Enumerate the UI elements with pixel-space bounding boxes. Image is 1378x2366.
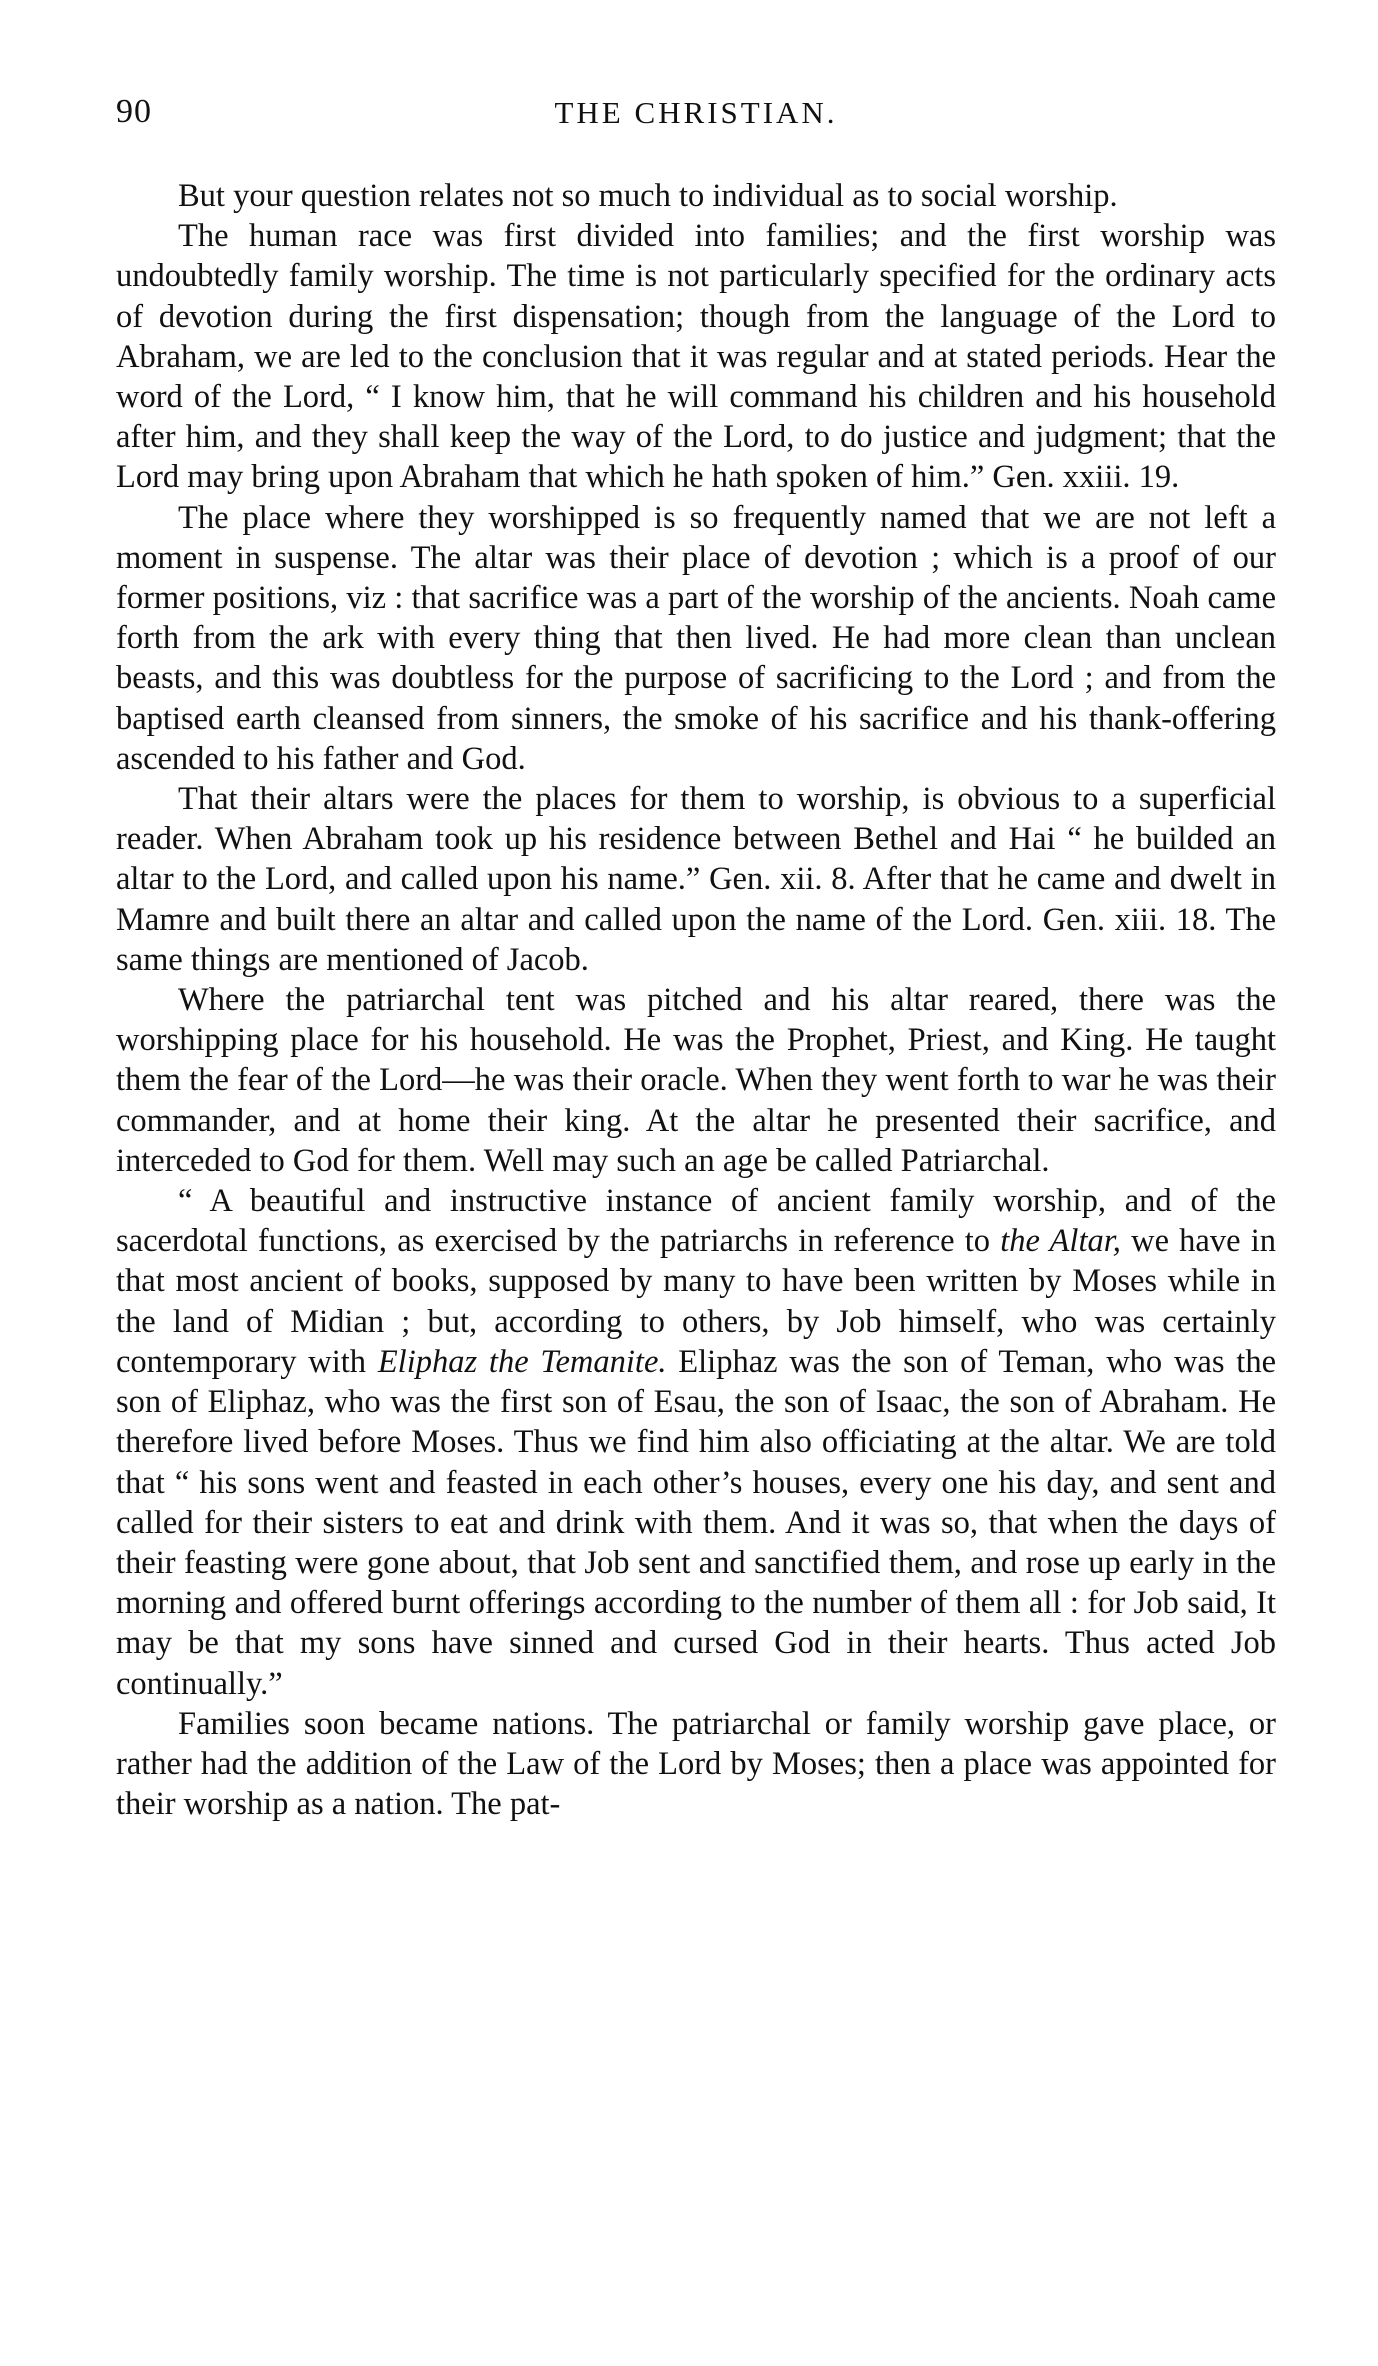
paragraph-text: Eliphaz was the son of Teman, who was the son of Eliphaz, who was the first son of Esau, the son of Isaac, the son of Abraham. He therefore lived before Moses. Thus we find him also officiating at the altar. We are told that “ his sons went and feasted in each other’s houses, every one his day, and sent and called for their sisters to eat and drink with them. And it was so, that when the days of their feasting were gone about, that Job sent and sanctified them, and rose up early in the morning and offered burnt offerings according to the number of them all : for Job said, It may be that my sons have sinned and cursed God in their hearts. Thus acted Job continually.”	[116, 1343, 1276, 1702]
paragraph	[116, 498, 1276, 779]
paragraph	[116, 980, 1276, 1181]
paragraph-text: The human race was first divided into families; and the first worship was undoubtedly family worship. The time is not particularly specified for the ordinary acts of devotion during the first dispensation; though from the language of the Lord to Abraham, we are led to the conclusion that it was regular and at stated periods. Hear the word of the Lord, “ I know him, that he will command his children and his household after him, and they shall keep the way of the Lord, to do justice and judgment; that the Lord may bring upon Abraham that which he hath spoken of him.” Gen. xxiii. 19.	[116, 218, 1276, 496]
italic-text: the Altar,	[1000, 1223, 1121, 1260]
page-header	[116, 93, 1276, 143]
italic-text: Eliphaz the Temanite.	[377, 1343, 667, 1380]
paragraph-text: That their altars were the places for them to worship, is obvious to a superficial reader. When Abraham took up his residence between Bethel and Hai “ he builded an altar to the Lord, and called upon his name.” Gen. xii. 8. After that he came and dwelt in Mamre and built there an altar and called upon the name of the Lord. Gen. xiii. 18. The same things are mentioned of Jacob.	[116, 781, 1276, 978]
paragraph-text: Families soon became nations. The patriarchal or family worship gave place, or rather had the addition of the Law of the Lord by Moses; then a place was appointed for their worship as a nation. The pat-	[116, 1705, 1276, 1823]
paragraph	[116, 176, 1276, 216]
paragraph-text: “ A beautiful and instructive instance of ancient family worship, and of the sacerdotal functions, as exercised by the patriarchs in reference to	[116, 1183, 1276, 1260]
paragraph	[116, 1181, 1276, 1704]
body-text	[116, 176, 1276, 1824]
paragraph	[116, 779, 1276, 980]
paragraph-text: But your question relates not so much to individual as to social worship.	[178, 178, 1118, 214]
paragraph-text: Where the patriarchal tent was pitched and his altar reared, there was the worshipping place for his household. He was the Prophet, Priest, and King. He taught them the fear of the Lord—he was their oracle. When they went forth to war he was their commander, and at home their king. At the altar he presented their sacrifice, and interceded to God for them. Well may such an age be called Patriarchal.	[116, 982, 1276, 1179]
running-title: THE CHRISTIAN.	[554, 95, 838, 130]
paragraph	[116, 216, 1276, 497]
paragraph-text: The place where they worshipped is so frequently named that we are not left a moment in suspense. The altar was their place of devotion ; which is a proof of our former positions, viz : that sacrifice was a part of the worship of the ancients. Noah came forth from the ark with every thing that then lived. He had more clean than unclean beasts, and this was doubtless for the purpose of sacrificing to the Lord ; and from the baptised earth cleansed from sinners, the smoke of his sacrifice and his thank-offering ascended to his father and God.	[116, 499, 1276, 777]
page-number: 90	[116, 93, 152, 130]
paragraph-text: we have in that most ancient of books, supposed by many to have been written by Moses while in the land of Midian ; but, according to others, by Job himself, who was certainly contemporary with	[116, 1223, 1277, 1380]
paragraph	[116, 1704, 1276, 1825]
